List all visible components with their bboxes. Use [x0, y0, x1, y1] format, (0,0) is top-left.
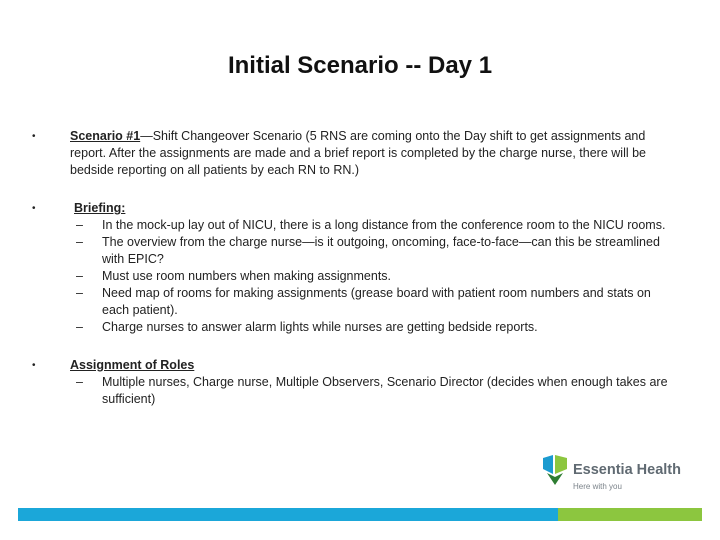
sub-item	[70, 234, 680, 268]
bullet-briefing	[30, 200, 680, 336]
bullet-text: —Shift Changeover Scenario (5 RNS are coming onto the Day shift to get assignments and report. After the assignments are made and a brief report is completed by the charge nurse, there will be bedside reporting on all patients by each RN to RN.)	[70, 129, 647, 177]
footer-segment-green	[558, 508, 702, 521]
dash-marker: –	[76, 320, 83, 334]
sub-item-text: Need map of rooms for making assignments (grease board with patient room numbers and stats on each patient).	[102, 286, 651, 317]
bullet-roles	[30, 357, 680, 408]
bullet-marker: •	[32, 360, 36, 371]
bullet-label: Scenario #1	[70, 129, 141, 143]
sub-item	[70, 268, 680, 285]
footer-segment-blue	[18, 508, 558, 521]
logo-tagline: Here with you	[573, 482, 622, 491]
sub-item	[70, 374, 680, 408]
sub-item-text: In the mock-up lay out of NICU, there is a long distance from the conference room to the NICU rooms.	[102, 218, 666, 232]
sub-item	[70, 285, 680, 319]
dash-marker: –	[76, 235, 83, 249]
sub-item-text: The overview from the charge nurse—is it outgoing, oncoming, face-to-face—can this be streamlined with EPIC?	[102, 235, 660, 266]
sub-item-text: Must use room numbers when making assignments.	[102, 269, 392, 283]
bullet-scenario	[30, 128, 680, 179]
sub-item-text: Charge nurses to answer alarm lights while nurses are getting bedside reports.	[102, 320, 538, 334]
bullet-marker: •	[32, 203, 36, 214]
dash-marker: –	[76, 218, 83, 232]
slide-content	[30, 128, 680, 408]
logo-name: Essentia Health	[573, 462, 681, 478]
bullet-marker: •	[32, 131, 36, 142]
sub-item	[70, 319, 680, 336]
sub-item-text: Multiple nurses, Charge nurse, Multiple Observers, Scenario Director (decides when enough takes are sufficient)	[102, 375, 668, 406]
dash-marker: –	[76, 375, 83, 389]
slide-title: Initial Scenario -- Day 1	[227, 52, 493, 79]
essentia-logo	[540, 452, 700, 496]
bullet-label: Briefing:	[74, 201, 126, 215]
footer-bar	[18, 508, 702, 521]
bullet-label: Assignment of Roles	[70, 358, 195, 372]
sub-item	[70, 217, 680, 234]
dash-marker: –	[76, 286, 83, 300]
dash-marker: –	[76, 269, 83, 283]
essentia-leaf-icon	[540, 452, 570, 486]
